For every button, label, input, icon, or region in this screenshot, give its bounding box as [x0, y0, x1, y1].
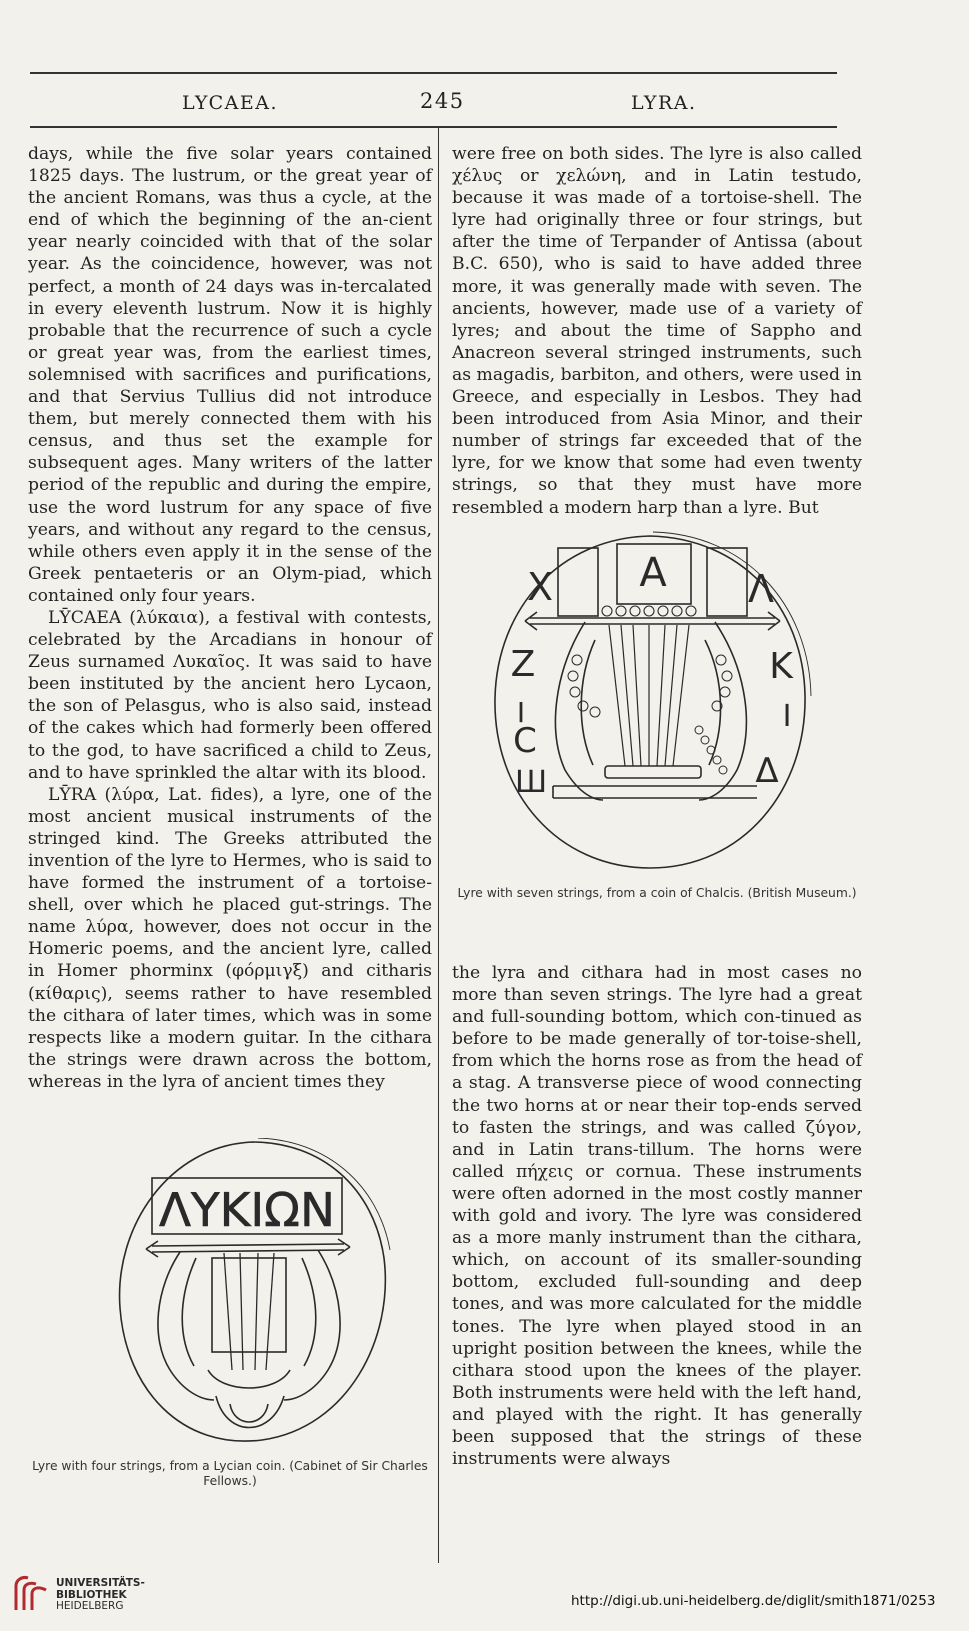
right-column-top — [452, 143, 862, 519]
logo-line-1: UNIVERSITÄTS- — [56, 1577, 145, 1589]
coin-letter-iota-left: Ι — [516, 696, 526, 729]
entry-lycaea: LȲCAEA (λύκαια), a festival with contests, celebrated by the Arcadians in honour of Zeus surnamed Λυκαῖος. It was said to have been instituted by the ancient hero Lycaon, the son of Pelasgus, who is also said, instead of the cakes which had formerly been offered to the god, to have sacrificed a child to Zeus, and to have sprinkled the altar with its blood. — [28, 607, 432, 783]
paragraph-lyre-continued: were free on both sides. The lyre is also called χέλυς or χελώνη, and in Latin testudo, because it was made of a tortoise-shell. The lyre had originally three or four strings, but after the time of Terpander of Antissa (about B.C. 650), who is said to have added three more, it was generally made with seven. The ancients, however, made use of a variety of lyres; and about the time of Sappho and Anacreon several stringed instruments, such as magadis, barbiton, and others, were used in Greece, and especially in Lesbos. They had been introduced from Asia Minor, and their number of strings far exceeded that of the lyre, for we know that some had even twenty strings, so that they must have more resembled a modern harp than a lyre. But — [452, 144, 862, 518]
chalcis-caption: Lyre with seven strings, from a coin of Chalcis. (British Museum.) — [457, 886, 857, 900]
coin-letter-sha: Ш — [514, 765, 548, 800]
chalcis-coin-illustration — [485, 530, 815, 875]
logo-line-2: BIBLIOTHEK — [56, 1588, 127, 1601]
left-column — [28, 143, 432, 1093]
coin-letter-chi: Χ — [526, 565, 554, 609]
paragraph-lustrum: days, while the five solar years contained 1825 days. The lustrum, or the great year of the ancient Romans, was thus a cycle, at the end of which the beginning of the an-cient year nearly coincided with that of the solar year. As the coincidence, however, was not perfect, a month of 24 days was in-tercalated in every eleventh lustrum. Now it is highly probable that the recurrence of such a cycle or great year was, from the earliest times, solemnised with sacrifices and purifications, and that Servius Tullius did not introduce them, but merely connected them with his census, and thus set the example for subsequent ages. Many writers of the latter period of the republic and during the empire, use the word lustrum for any space of five years, and without any regard to the census, while others even apply it in the sense of the Greek pentaeteris or an Olym-piad, which contained only four years. — [28, 144, 432, 606]
paragraph-lyra-cithara: the lyra and cithara had in most cases no more than seven strings. The lyre had a great and full-sounding bottom, which con-tinued as before to be made generally of tor-toise-shell, from which the horns rose as from the head of a stag. A transverse piece of wood connecting the two horns at or near their top-ends served to fasten the strings, and was called ζύγον, and in Latin trans-tillum. The horns were called πήχεις or cornua. These instruments were often adorned in the most costly manner with gold and ivory. The lyre was considered as a more manly instrument than the cithara, which, on account of its smaller-sounding bottom, excluded full-sounding and deep tones, and was more calculated for the middle tones. The lyre when played stood in an upright position between the knees, while the cithara stood upon the knees of the player. Both instruments were held with the left hand, and played with the right. It has generally been supposed that the strings of these instruments were always — [452, 963, 862, 1470]
logo-line-3: HEIDELBERG — [56, 1600, 124, 1612]
coin-letter-iota: Ι — [782, 699, 792, 734]
library-name — [56, 1578, 145, 1613]
running-header — [0, 89, 969, 118]
entry-lyra: LȲRA (λύρα, Lat. fides), a lyre, one of the most ancient musical instruments of the stringed kind. The Greeks attributed the invention of the lyre to Hermes, who is said to have formed the instrument of a tortoise-shell, over which he placed gut-strings. The name λύρα, however, does not occur in the Homeric poems, and the ancient lyre, called in Homer phorminx (φόρμιγξ) and citharis (κίθαρις), seems rather to have resembled the cithara of later times, which was in some respects like a modern guitar. In the cithara the strings were drawn across the bottom, whereas in the lyra of ancient times they — [28, 784, 432, 1092]
source-url-link[interactable]: http://digi.ub.uni-heidelberg.de/diglit/smith1871/0253 — [571, 1593, 936, 1609]
page-number: 245 — [420, 89, 465, 113]
coin-letter-kappa: Κ — [769, 646, 793, 687]
coin-letter-alpha: Α — [639, 550, 667, 596]
coin-letter-delta: Δ — [755, 751, 779, 791]
column-divider — [438, 128, 439, 1563]
lycian-caption: Lyre with four strings, from a Lycian coin. (Cabinet of Sir Charles Fellows.) — [32, 1459, 428, 1488]
coin-letter-lambda: Λ — [748, 567, 774, 611]
right-column-bottom — [452, 962, 862, 1470]
header-right: LYRA. — [631, 92, 697, 114]
header-rule-top — [30, 72, 837, 74]
coin-letter-zeta: Ζ — [510, 644, 536, 685]
coin-letter-sigma: Ϲ — [513, 721, 537, 761]
header-left: LYCAEA. — [182, 92, 278, 114]
university-library-logo-icon — [12, 1572, 52, 1614]
header-rule-bottom — [30, 126, 837, 128]
lycian-legend: ΛΥΚΙΩΝ — [159, 1183, 335, 1237]
lycian-coin-illustration — [112, 1138, 397, 1448]
